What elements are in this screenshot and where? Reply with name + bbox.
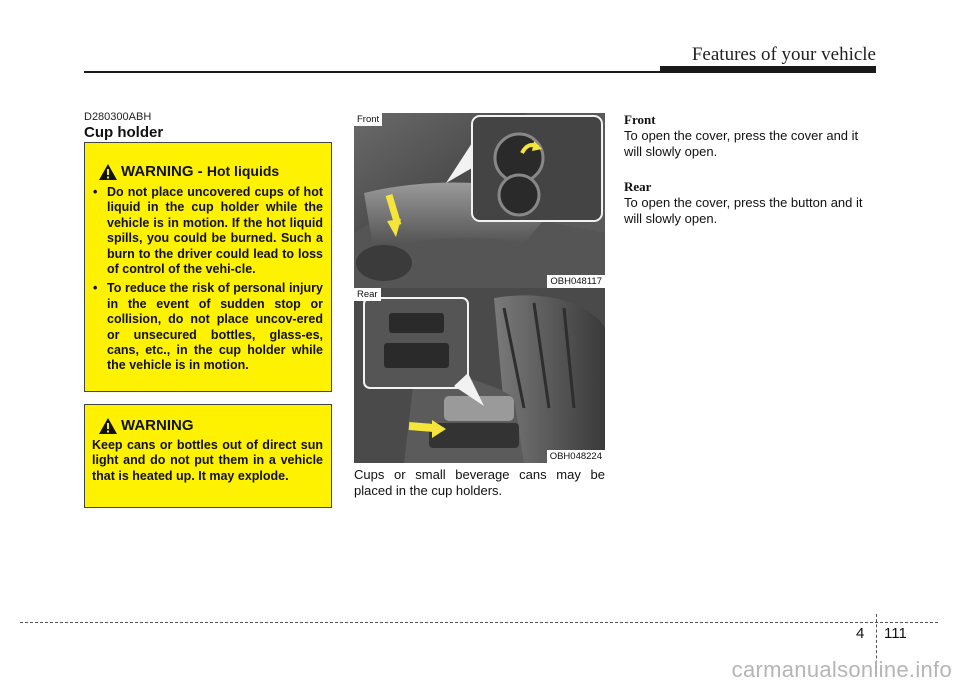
rear-cup-holder-image [354, 288, 605, 463]
rear-heading: Rear [624, 179, 652, 194]
warning-bullet: • To reduce the risk of personal injury in the event of sudden stop or collision, do not place uncov-ered or unsecured bottles, glass-es, cans, etc., in the cup holder while the vehicle is in motion. [93, 281, 323, 373]
section-code: D280300ABH [84, 111, 152, 123]
warning-box-cans [84, 404, 332, 508]
image-caption: Cups or small beverage cans may be placed in the cup holders. [354, 467, 605, 498]
section-title: Cup holder [84, 124, 164, 141]
front-heading: Front [624, 112, 656, 127]
front-text: To open the cover, press the cover and it will slowly open. [624, 128, 859, 159]
front-console-illustration [354, 113, 605, 288]
image-code: OBH048224 [547, 450, 605, 463]
warning-triangle-icon [99, 164, 117, 180]
image-label-rear: Rear [354, 288, 381, 301]
image-label-front: Front [354, 113, 382, 126]
chapter-number: 4 [856, 625, 865, 642]
footer-dashed-rule [20, 622, 938, 623]
warning-heading: WARNING [121, 417, 194, 434]
rear-armrest-illustration [354, 288, 605, 463]
rear-text: To open the cover, press the button and it will slowly open. [624, 195, 863, 226]
warning-heading [121, 163, 279, 180]
warning-bullet-list [93, 185, 323, 378]
warning-subheading: Hot liquids [206, 163, 280, 179]
warning-bullet: • Do not place uncovered cups of hot liquid in the cup holder while the vehicle is in motion. If the hot liquid spills, you could be burned. Such a burn to the driver could lead to loss of control of the vehi-cle. [93, 185, 323, 277]
warning-triangle-icon [99, 418, 117, 434]
image-code: OBH048117 [547, 275, 605, 288]
warning-box-hot-liquids [84, 142, 332, 392]
front-cup-holder-image [354, 113, 605, 288]
warning-text: Keep cans or bottles out of direct sun light and do not put them in a vehicle that is heated up. It may explode. [92, 438, 323, 483]
warning-heading-label: WARNING [121, 163, 194, 180]
header-rule [84, 71, 876, 73]
watermark: carmanualsonline.info [731, 657, 952, 682]
running-header: Features of your vehicle [691, 44, 876, 65]
page-number: 111 [884, 625, 907, 642]
warning-heading-dash: - [197, 163, 203, 180]
